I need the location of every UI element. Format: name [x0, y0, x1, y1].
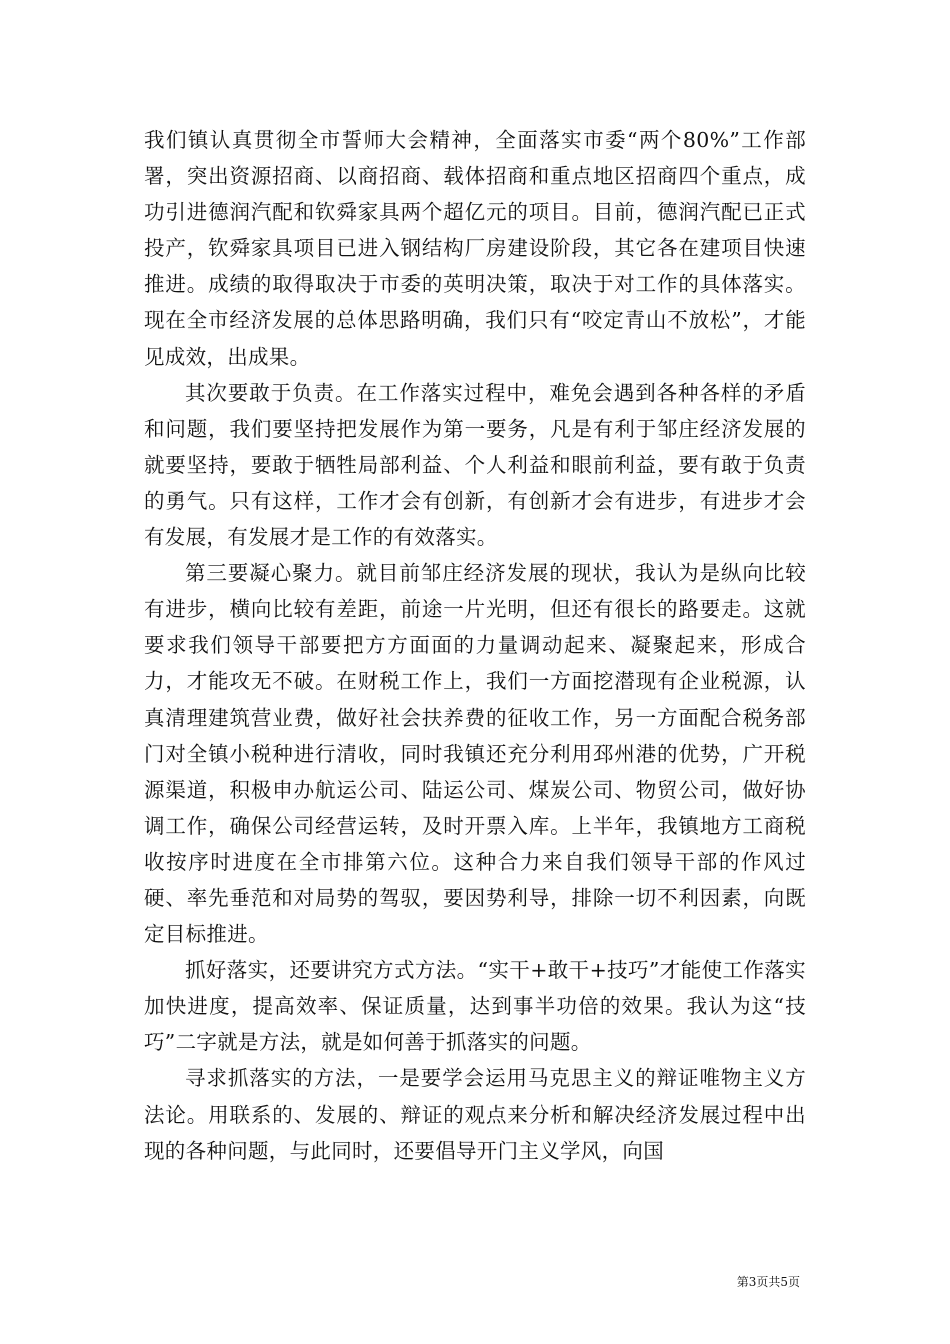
document-body: [144, 122, 806, 1169]
paragraph-3: 第三要凝心聚力。就目前邹庄经济发展的现状，我认为是纵向比较有进步，横向比较有差距，前途一片光明，但还有很长的路要走。这就要求我们领导干部要把方方面面的力量调动起来、凝聚起来，形成合力，才能攻无不破。在财税工作上，我们一方面挖潜现有企业税源，认真清理建筑营业费，做好社会扶养费的征收工作，另一方面配合税务部门对全镇小税种进行清收，同时我镇还充分利用邳州港的优势，广开税源渠道，积极申办航运公司、陆运公司、煤炭公司、物贸公司，做好协调工作，确保公司经营运转，及时开票入库。上半年，我镇地方工商税收按序时进度在全市排第六位。这种合力来自我们领导干部的作风过硬、率先垂范和对局势的驾驭，要因势利导，排除一切不利因素，向既定目标推进。: [144, 561, 806, 947]
paragraph-4: 抓好落实，还要讲究方式方法。“实干+敢干+技巧”才能使工作落实加快进度，提高效率、保证质量，达到事半功倍的效果。我认为这“技巧”二字就是方法，就是如何善于抓落实的问题。: [144, 958, 806, 1055]
paragraph-1: 我们镇认真贯彻全市誓师大会精神，全面落实市委“两个80%”工作部署，突出资源招商、以商招商、载体招商和重点地区招商四个重点，成功引进德润汽配和钦舜家具两个超亿元的项目。目前，德润汽配已正式投产，钦舜家具项目已进入钢结构厂房建设阶段，其它各在建项目快速推进。成绩的取得取决于市委的英明决策，取决于对工作的具体落实。现在全市经济发展的总体思路明确，我们只有“咬定青山不放松”，才能见成效，出成果。: [144, 128, 806, 369]
paragraph-2: 其次要敢于负责。在工作落实过程中，难免会遇到各种各样的矛盾和问题，我们要坚持把发展作为第一要务，凡是有利于邹庄经济发展的就要坚持，要敢于牺牲局部利益、个人利益和眼前利益，要有敢于负责的勇气。只有这样，工作才会有创新，有创新才会有进步，有进步才会有发展，有发展才是工作的有效落实。: [144, 380, 806, 550]
page-number-footer: [0, 1274, 800, 1290]
page-number-label: 第3页共5页: [736, 1275, 800, 1289]
paragraph-5: 寻求抓落实的方法，一是要学会运用马克思主义的辩证唯物主义方法论。用联系的、发展的、辩证的观点来分析和解决经济发展过程中出现的各种问题，与此同时，还要倡导开门主义学风，向国: [144, 1066, 806, 1163]
